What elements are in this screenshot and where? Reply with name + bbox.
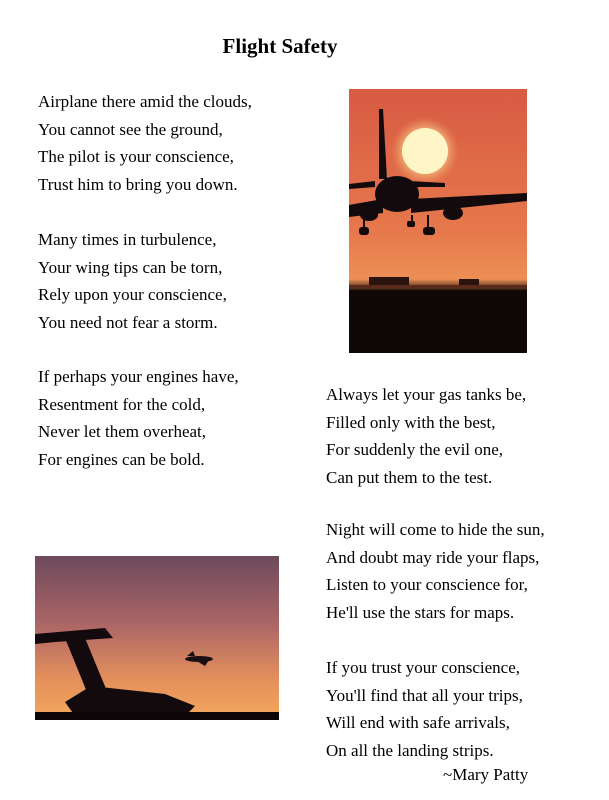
poem-line: You need not fear a storm. <box>38 312 218 332</box>
stanza <box>326 654 523 764</box>
poem-line: Many times in turbulence, <box>38 230 217 249</box>
poem-line: Listen to your conscience for, <box>326 575 528 594</box>
poem-line: Filled only with the best, <box>326 412 496 432</box>
poem-line: Your wing tips can be torn, <box>38 257 223 277</box>
poem-line: You'll find that all your trips, <box>326 685 523 705</box>
poem-line: On all the landing strips. <box>326 740 494 760</box>
page-title: Flight Safety <box>222 34 338 58</box>
poem-line: If you trust your conscience, <box>326 658 521 677</box>
poem-line: Always let your gas tanks be, <box>326 385 527 404</box>
poem-line: He'll use the stars for maps. <box>326 602 515 622</box>
author-signature: ~Mary Patty <box>443 765 529 784</box>
stanza <box>38 88 252 198</box>
poem-line: You cannot see the ground, <box>38 119 223 139</box>
poem-line: Airplane there amid the clouds, <box>38 92 252 111</box>
poem-line: Resentment for the cold, <box>38 394 206 414</box>
poem-line: If perhaps your engines have, <box>38 367 239 386</box>
poem-line: Will end with safe arrivals, <box>326 713 510 732</box>
airplane-tail-silhouette-illustration <box>35 556 279 720</box>
poem-line: For suddenly the evil one, <box>326 440 504 459</box>
poem-line: Rely upon your conscience, <box>38 285 227 304</box>
stanza <box>326 381 526 491</box>
poem-line: Night will come to hide the sun, <box>326 520 545 539</box>
poem-line: Never let them overheat, <box>38 422 207 441</box>
tail-silhouette-photo <box>35 556 279 720</box>
stanza <box>38 226 227 336</box>
poem-line: The pilot is your conscience, <box>38 147 234 166</box>
poem-line: And doubt may ride your flaps, <box>326 547 540 567</box>
poem-line: Trust him to bring you down. <box>38 174 238 194</box>
sunset-landing-photo <box>349 89 527 353</box>
stanza <box>38 363 239 473</box>
airplane-landing-illustration <box>349 89 527 353</box>
stanza <box>326 516 545 626</box>
poem-line: Can put them to the test. <box>326 467 493 487</box>
poem-line: For engines can be bold. <box>38 449 205 469</box>
